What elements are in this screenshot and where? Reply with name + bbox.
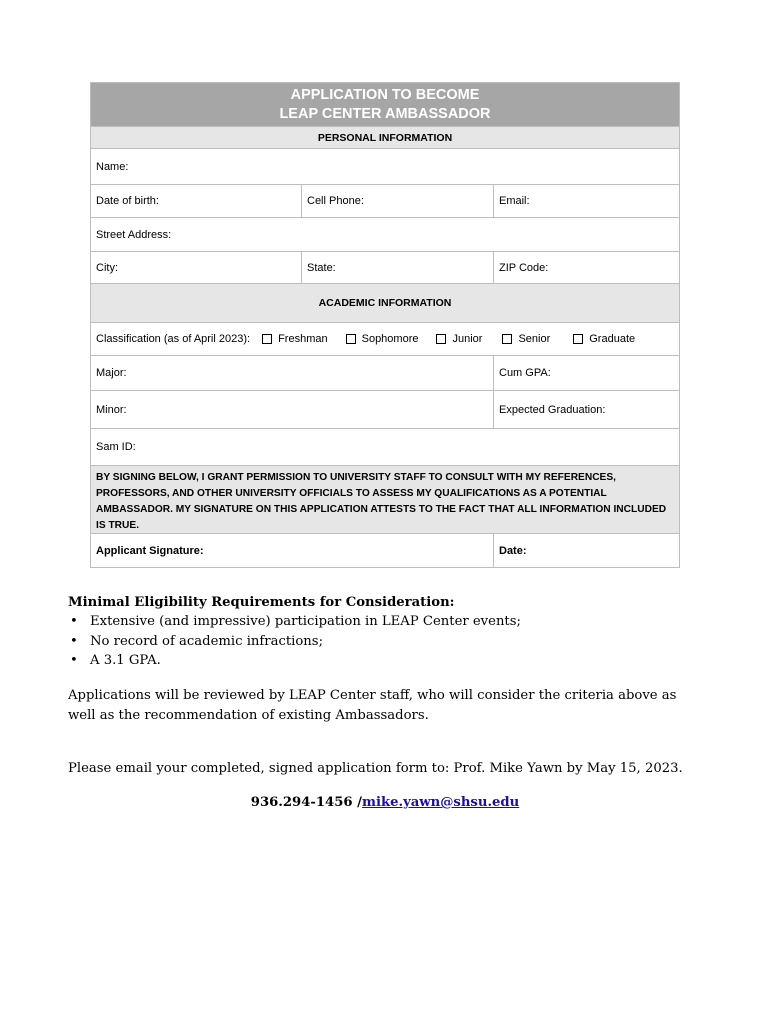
name-label: Name: bbox=[96, 160, 129, 173]
option-junior[interactable] bbox=[436, 333, 482, 345]
option-graduate-label: Graduate bbox=[589, 333, 636, 345]
contact-email-link[interactable]: mike.yawn@shsu.edu bbox=[362, 795, 520, 810]
list-item: • No record of academic infractions; bbox=[68, 632, 521, 652]
consent-row bbox=[91, 465, 679, 533]
name-field[interactable] bbox=[91, 149, 679, 184]
form-title-line2: LEAP CENTER AMBASSADOR bbox=[279, 105, 491, 122]
option-senior[interactable] bbox=[502, 333, 550, 345]
checkbox-icon[interactable] bbox=[573, 334, 583, 344]
major-field[interactable] bbox=[91, 356, 493, 390]
academic-header-row bbox=[91, 283, 679, 322]
requirements-list bbox=[68, 612, 521, 671]
academic-info-header: ACADEMIC INFORMATION bbox=[91, 284, 679, 322]
email-label: Email: bbox=[499, 195, 530, 207]
minor-label: Minor: bbox=[96, 403, 127, 416]
checkbox-icon[interactable] bbox=[346, 334, 356, 344]
samid-label: Sam ID: bbox=[96, 441, 136, 453]
option-freshman-label: Freshman bbox=[278, 333, 328, 345]
cell-phone-label: Cell Phone: bbox=[307, 195, 364, 207]
city-label: City: bbox=[96, 261, 118, 274]
zip-field[interactable] bbox=[493, 252, 679, 283]
zip-label: ZIP Code: bbox=[499, 261, 549, 274]
option-sophomore-label: Sophomore bbox=[361, 333, 419, 345]
major-label: Major: bbox=[96, 367, 127, 379]
email-instruction: Please email your completed, signed application form to: Prof. Mike Yawn by May 15, 2023. bbox=[68, 761, 683, 776]
samid-row bbox=[91, 428, 679, 465]
personal-header-row bbox=[91, 126, 679, 148]
application-form bbox=[90, 82, 680, 568]
classification-label: Classification (as of April 2023): bbox=[96, 333, 251, 345]
form-title-row bbox=[91, 83, 679, 126]
state-label: State: bbox=[307, 261, 336, 274]
consent-text: BY SIGNING BELOW, I GRANT PERMISSION TO UNIVERSITY STAFF TO CONSULT WITH MY REFERENCES, PROFESSORS, AND OTHER UNIVERSITY OFFICIALS TO ASSESS MY QUALIFICATIONS AS A POTENTIAL AMBASSADOR. MY SIGNATURE ON THIS APPLICATION ATTESTS TO THE FACT THAT ALL INFORMATION INCLUDED IS TRUE. bbox=[91, 466, 679, 533]
minor-field[interactable] bbox=[91, 391, 493, 428]
dob-field[interactable] bbox=[91, 185, 301, 217]
email-field[interactable] bbox=[493, 185, 679, 217]
state-field[interactable] bbox=[301, 252, 493, 283]
signature-row bbox=[91, 533, 679, 567]
form-title bbox=[91, 83, 679, 126]
cell-phone-field[interactable] bbox=[301, 185, 493, 217]
street-address-label: Street Address: bbox=[96, 228, 172, 241]
gpa-label: Cum GPA: bbox=[499, 367, 551, 379]
name-row bbox=[91, 148, 679, 184]
personal-info-header: PERSONAL INFORMATION bbox=[91, 127, 679, 148]
expected-graduation-label: Expected Graduation: bbox=[499, 403, 606, 416]
classification-row bbox=[91, 322, 679, 355]
expected-graduation-field[interactable] bbox=[493, 391, 679, 428]
checkbox-icon[interactable] bbox=[262, 334, 272, 344]
signature-field[interactable] bbox=[91, 534, 493, 567]
gpa-field[interactable] bbox=[493, 356, 679, 390]
contact-line bbox=[0, 795, 770, 810]
date-label: Date: bbox=[499, 544, 527, 557]
dob-label: Date of birth: bbox=[96, 195, 159, 207]
samid-field[interactable] bbox=[91, 429, 679, 465]
option-sophomore[interactable] bbox=[346, 333, 419, 345]
list-item: • A 3.1 GPA. bbox=[68, 651, 521, 671]
minor-row bbox=[91, 390, 679, 428]
option-freshman[interactable] bbox=[262, 333, 328, 345]
option-graduate[interactable] bbox=[573, 333, 635, 345]
street-row bbox=[91, 217, 679, 251]
date-field[interactable] bbox=[493, 534, 679, 567]
city-field[interactable] bbox=[91, 252, 301, 283]
checkbox-icon[interactable] bbox=[502, 334, 512, 344]
list-item: • Extensive (and impressive) participation in LEAP Center events; bbox=[68, 612, 521, 632]
option-junior-label: Junior bbox=[452, 333, 483, 345]
requirements-title: Minimal Eligibility Requirements for Consideration: bbox=[68, 595, 455, 610]
form-title-line1: APPLICATION TO BECOME bbox=[290, 86, 480, 103]
checkbox-icon[interactable] bbox=[436, 334, 446, 344]
option-senior-label: Senior bbox=[518, 333, 551, 345]
signature-label: Applicant Signature: bbox=[96, 544, 204, 557]
classification-field bbox=[91, 323, 679, 355]
location-row bbox=[91, 251, 679, 283]
contact-row bbox=[91, 184, 679, 217]
street-address-field[interactable] bbox=[91, 218, 679, 251]
review-paragraph: Applications will be reviewed by LEAP Center staff, who will consider the criteria above as well as the recommendation of existing Ambassadors. bbox=[68, 688, 677, 723]
major-row bbox=[91, 355, 679, 390]
contact-phone: 936.294-1456 / bbox=[250, 795, 362, 810]
